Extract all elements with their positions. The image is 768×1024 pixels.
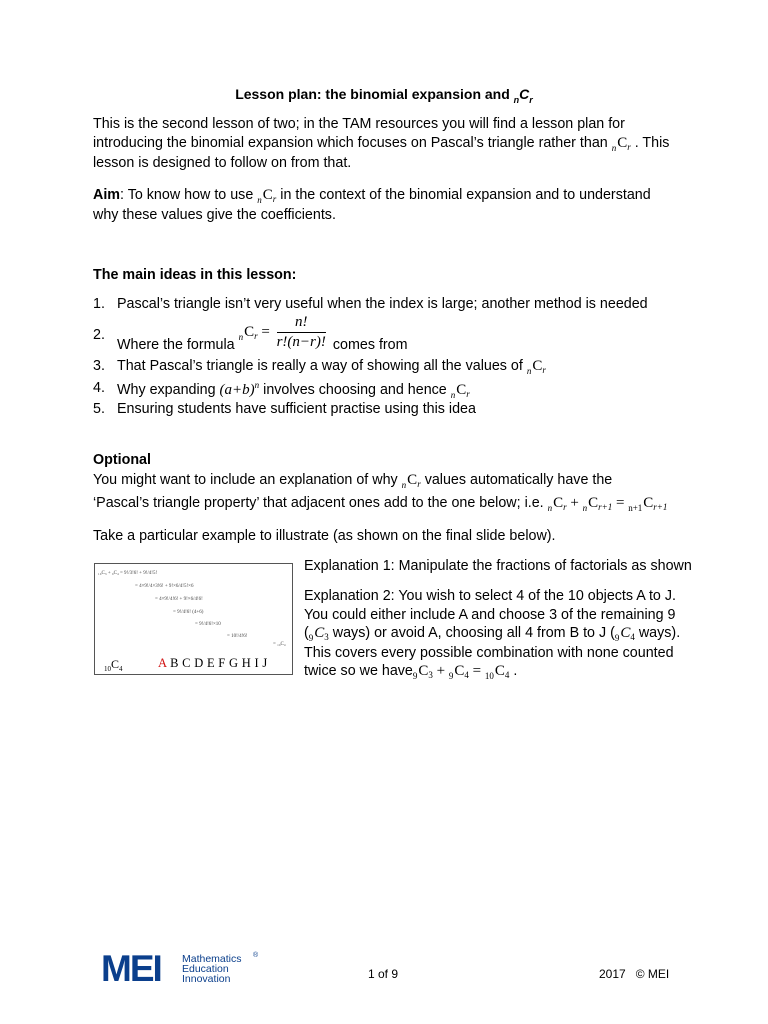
ncr-formula: $_nC_r$ = $\frac{n!}{r!(n-r)!}$ <box>238 314 326 350</box>
binomial-expression: $(a+b)^n$ <box>219 380 260 398</box>
intro-line: lesson is designed to follow on from that. <box>93 155 352 171</box>
explanation-2 <box>304 587 724 682</box>
ncr-symbol: $_nC_r$ <box>450 382 470 400</box>
slide-equation-line: = 4×9!/4!6! + 9!×6/4!6! <box>155 597 203 602</box>
ncr-symbol: $_nC_r$ <box>257 187 277 205</box>
main-ideas-list <box>93 296 713 421</box>
registered-mark: ® <box>253 952 259 959</box>
slide-equation-line: = ₁₀C₄ <box>273 642 286 647</box>
explanation-line: twice so we $have_9C_3 + _9C_4 = _{10}C_4$ . <box>304 663 518 681</box>
slide-letters: A B C D E F G H I J <box>158 656 268 670</box>
aim-line: why these values give the coefficients. <box>93 207 336 223</box>
logo-mark: MEI <box>101 948 161 989</box>
explanation-1: Explanation 1: Manipulate the fractions of factorials as shown <box>304 558 692 574</box>
explanation-line: Explanation 2: You wish to select 4 of the 10 objects A to J. <box>304 588 676 604</box>
intro-line: This is the second lesson of two; in the TAM resources you will find a lesson plan for <box>93 116 625 132</box>
pascal-identity: $_nC_r + _nC_{r+1} = _{n+1}C_{r+1}$ <box>547 495 668 513</box>
slide-thumbnail <box>94 563 293 675</box>
slide-label: $_{10}C_4$ <box>104 657 123 673</box>
optional-line: ‘Pascal’s triangle property’ that adjacent ones add to the one below; i.e. $_nC_r + _nC_{r+1} = _{n+1}C_{r+1}$ <box>93 495 668 513</box>
logo-words: Mathematics Education Innovation <box>182 953 242 985</box>
slide-equation-line: ₁₀C₃ + ₉C₄ = 9!/3!6! + 9!/4!5! <box>98 571 158 576</box>
ncr-symbol: $_nC_r$ <box>401 472 421 490</box>
sum-identity: $_9C_3 + _9C_4 = _{10}C_4$ <box>412 663 510 681</box>
slide-equation-line: = 10!/4!6! <box>227 634 248 639</box>
ncr-symbol: $_nC_r$ <box>526 358 546 376</box>
aim-paragraph <box>93 186 693 225</box>
slide-equation-line: = 4×9!/4×3!6! + 9!×6/4!5!×6 <box>135 584 194 589</box>
optional-heading: Optional <box>93 452 151 468</box>
page-number: 1 of 9 <box>368 967 399 981</box>
9c4-symbol: $_9C_4$ <box>614 625 635 643</box>
slide-equation-line: = 9!/4!6! (4+6) <box>173 610 204 615</box>
explanation-line: You could either include A and choose 3 of the remaining 9 <box>304 606 676 623</box>
illustrate-line: Take a particular example to illustrate (as shown on the final slide below). <box>93 528 556 544</box>
intro-paragraph <box>93 115 693 173</box>
optional-line: You might want to include an explanation of why $_nC_r$ values automatically have the <box>93 472 613 490</box>
list-item: 3. That Pascal’s triangle is really a way of showing all the values of $_nC_r$ <box>93 358 546 376</box>
list-item: 4. Why expanding $(a+b)^n$ involves choosing and hence $_nC_r$ <box>93 380 470 400</box>
mei-logo <box>101 948 259 989</box>
slide-equation-line: = 9!/4!6!×10 <box>195 622 221 627</box>
copyright: 2017 © MEI <box>599 967 670 981</box>
aim-line: Aim: To know how to use $_nC_r$ in the context of the binomial expansion and to understand <box>93 187 651 205</box>
list-item: 1. Pascal’s triangle isn’t very useful when the index is large; another method is needed <box>93 296 648 312</box>
ncr-symbol: $_nC_r$ <box>611 135 631 153</box>
optional-paragraph <box>93 469 713 515</box>
9c3-symbol: $_9C_3$ <box>308 625 329 643</box>
page-title: Lesson plan: the binomial expansion and $_nC_r$ <box>235 86 533 105</box>
explanation-line: This covers every possible combination with none counted <box>304 644 674 661</box>
intro-line: introducing the binomial expansion which focuses on Pascal’s triangle rather than $_nC_r$ . This <box>93 135 670 153</box>
main-ideas-heading: The main ideas in this lesson: <box>93 267 297 283</box>
list-item: 2. Where the formula $_nC_r$ = $\frac{n!}{r!(n-r)!}$ comes from <box>93 314 408 353</box>
explanation-line: ($_9C_3$ ways) or avoid A, choosing all 4 from B to J ($_9C_4$ ways). <box>304 625 681 643</box>
formula-fraction: $\frac{n!}{r!(n-r)!}$ <box>276 314 326 350</box>
list-item: 5. Ensuring students have sufficient practise using this idea <box>93 401 476 417</box>
